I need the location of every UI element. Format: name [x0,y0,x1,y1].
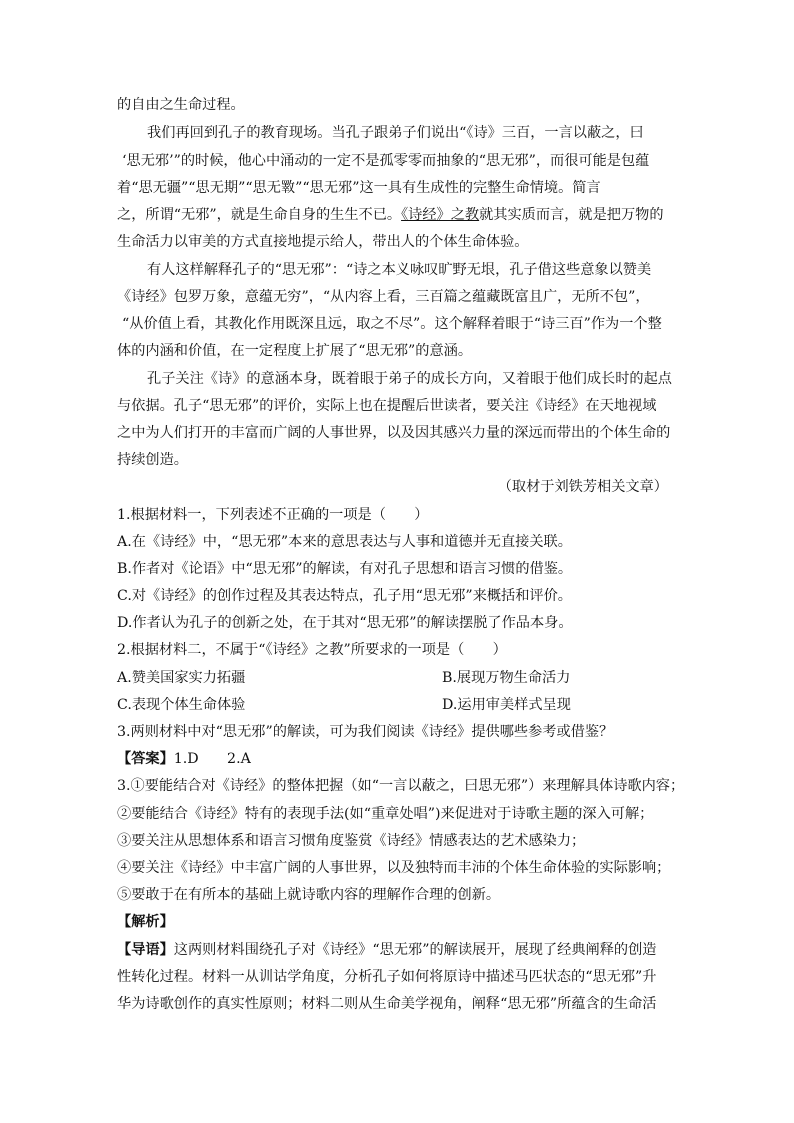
answer-3-point-2: ②要能结合《诗经》特有的表现手法(如“重章处唱”)来促进对于诗歌主题的深入可解； [117,806,654,822]
analysis-label: 【解析】 [117,914,174,930]
passage-line-9: “从价值上看，其教化作用既深且远，取之不尽”。这个解释着眼于“诗三百”作为一个整 [122,316,662,332]
answer-text: 1.D 2.A [173,751,251,767]
passage-line-2: 我们再回到孔子的教育现场。当孔子跟弟子们说出“《诗》三百，一言以蔽之，曰 [147,125,644,141]
passage-line-13: 之中为人们打开的丰富而广阔的人事世界，以及因其感兴力量的深远而带出的个体生命的 [117,425,671,441]
answer-3-point-5: ⑤要敢于在有所本的基础上就诗歌内容的理解作合理的创新。 [117,887,501,903]
question-2-option-d: D.运用审美样式呈现 [442,697,571,713]
guide-line-2: 性转化过程。材料一从训诂学角度，分析孔子如何将原诗中描述马匹状态的“思无邪”升 [117,969,657,985]
passage-line-14: 持续创造。 [117,452,188,468]
question-1: 1.根据材料一，下列表述不正确的一项是（ ） [117,507,429,523]
question-1-option-d: D.作者认为孔子的创新之处，在于其对“思无邪”的解读摆脱了作品本身。 [117,615,573,631]
passage-line-5a: 之，所谓“无邪”，就是生命自身的生生不已。 [117,207,402,223]
source-attribution: （取材于刘铁芳相关文章） [497,479,668,495]
question-1-option-b: B.作者对《论语》中“思无邪”的解读，有对孔子思想和语言习惯的借鉴。 [117,561,573,577]
question-2-option-c: C.表现个体生命体验 [117,697,246,713]
passage-line-6: 生命活力以审美的方式直接地提示给人，带出人的个体生命体验。 [117,234,529,250]
guide-line-1 [117,939,656,961]
question-3: 3.两则材料中对“思无邪”的解读，可为我们阅读《诗经》提供哪些参考或借鉴？ [117,724,614,740]
passage-line-5c: 就其实质而言，就是把万物的 [479,207,664,223]
passage-line-10: 体的内涵和价值，在一定程度上扩展了“思无邪”的意涵。 [117,343,473,359]
question-2-option-a: A.赞美国家实力拓疆 [117,670,246,686]
passage-line-12: 与依据。孔子“思无邪”的评价，实际上也在提醒后世读者，要关注《诗经》在天地视域 [117,398,657,414]
answer-3-point-3: ③要关注从思想体系和语言习惯角度鉴赏《诗经》情感表达的艺术感染力； [117,833,586,849]
passage-line-5 [117,204,664,226]
passage-line-8: 《诗经》包罗万象，意蕴无穷”，“从内容上看，三百篇之蕴藏既富且广，无所不包”， [117,289,650,305]
answer-line [117,748,251,770]
answer-3-point-1: 3.①要能结合对《诗经》的整体把握（如“一言以蔽之，曰思无邪”）来理解具体诗歌内容； [117,778,685,794]
answer-3-point-4: ④要关注《诗经》中丰富广阔的人事世界，以及独特而丰沛的个体生命体验的实际影响； [117,860,671,876]
passage-line-3: ‘思无邪’”的时候，他心中涌动的一定不是孤零零而抽象的“思无邪”，而很可能是包蕴 [122,153,650,169]
answer-label: 【答案】 [117,751,174,767]
underlined-term: 《诗经》之教 [401,207,480,223]
guide-label: 【导语】 [117,942,174,958]
question-2-option-b: B.展现万物生命活力 [442,670,571,686]
question-1-option-c: C.对《诗经》的创作过程及其表达特点，孔子用“思无邪”来概括和评价。 [117,588,572,604]
passage-line-7: 有人这样解释孔子的“思无邪”：“诗之本义咏叹旷野无垠，孔子借这些意象以赞美 [147,262,652,278]
question-2: 2.根据材料二，不属于“《诗经》之教”所要求的一项是（ ） [117,642,507,658]
passage-line-1: 的自由之生命过程。 [117,97,245,113]
question-1-option-a: A.在《诗经》中，“思无邪”本来的意思表达与人事和道德并无直接关联。 [117,534,572,550]
guide-line-3: 华为诗歌创作的真实性原则；材料二则从生命美学视角，阐释“思无邪”所蕴含的生命活 [117,996,657,1012]
passage-line-11: 孔子关注《诗》的意涵本身，既着眼于弟子的成长方向，又着眼于他们成长时的起点 [147,371,672,387]
passage-line-4: 着“思无疆”“思无期”“思无斁”“思无邪”这一具有生成性的完整生命情境。简言 [117,180,601,196]
guide-text-1: 这两则材料围绕孔子对《诗经》“思无邪”的解读展开，展现了经典阐释的创造 [173,942,657,958]
